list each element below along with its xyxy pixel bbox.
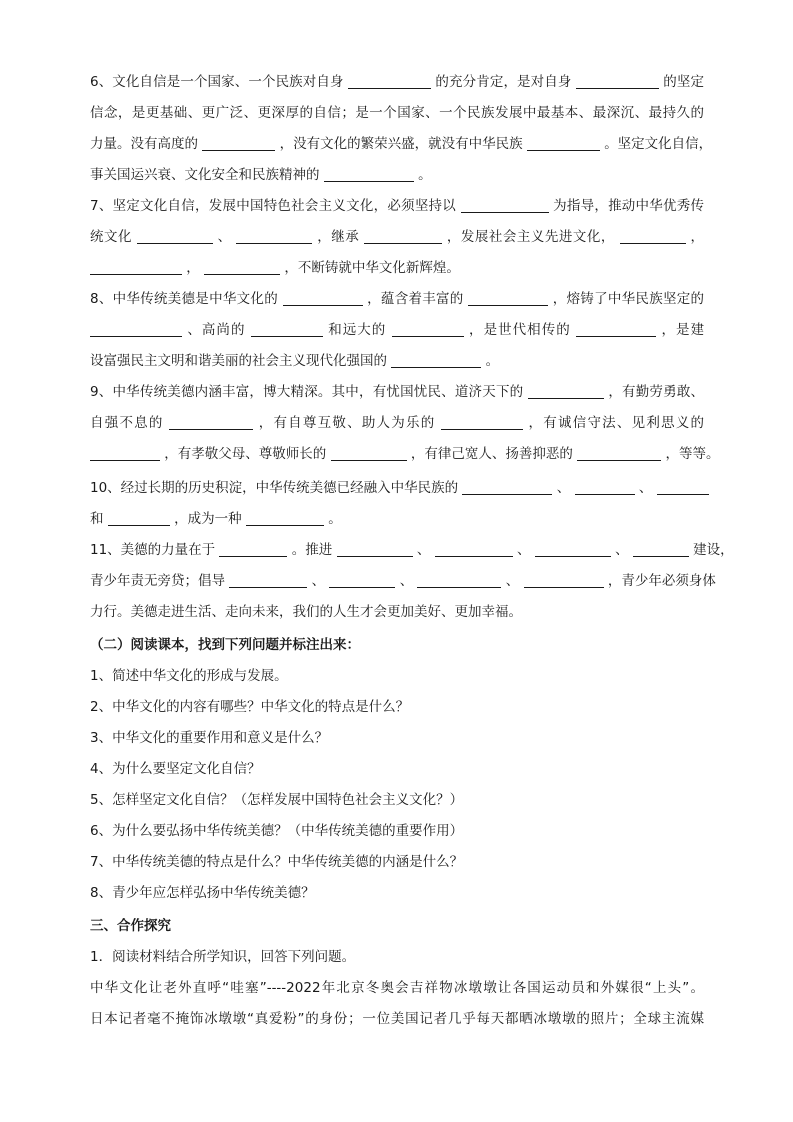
line-text: 的充分肯定，是对自身 [435,74,572,90]
text-line [90,728,704,748]
text-line [90,196,704,216]
fill-in-blank [524,573,604,588]
line-text: 5、怎样坚定文化自信？（怎样发展中国特色社会主义文化？） [90,792,464,808]
line-text: 、 [217,229,232,245]
line-text: ，有诚信守法、见利思义的 [528,415,705,431]
line-text: 。 [485,353,500,369]
fill-in-blank [236,229,312,244]
fill-in-blank [527,136,600,151]
fill-in-blank [229,573,307,588]
line-text: 事关国运兴衰、文化安全和民族精神的 [90,167,320,183]
text-line [90,509,704,529]
line-text: ，发展社会主义先进文化， [446,229,615,245]
text-line [90,883,704,903]
line-text: ， [186,260,200,276]
text-line [90,289,704,309]
text-line [90,540,734,560]
line-text: 、 [416,542,431,558]
text-line [90,320,704,340]
line-text: 4、为什么要坚定文化自信？ [90,761,261,777]
text-line [90,759,704,779]
fill-in-blank [535,542,611,557]
fill-in-blank [90,446,160,461]
fill-in-blank [169,415,253,430]
text-line [90,478,704,498]
line-text: 。 [418,167,432,183]
text-line [90,571,716,591]
text-line [90,852,704,872]
fill-in-blank [576,74,659,89]
line-text: 6、为什么要弘扬中华传统美德？（中华传统美德的重要作用） [90,823,464,839]
text-line [90,413,704,433]
fill-in-blank [575,480,635,495]
fill-in-blank [461,198,549,213]
fill-in-blank [108,511,170,526]
line-text: ，没有文化的繁荣兴盛，就没有中华民族 [279,136,523,152]
fill-in-blank [246,511,324,526]
line-text: 、 [638,480,653,496]
fill-in-blank [633,542,689,557]
line-text: ，等等。 [665,446,720,462]
line-text: 、 [505,573,520,589]
text-line [90,602,704,622]
text-line [90,666,704,686]
fill-in-blank [331,446,407,461]
fill-in-blank [251,322,323,337]
text-line [90,947,704,967]
fill-in-blank [348,74,431,89]
fill-in-blank [435,542,513,557]
line-text: 3、中华文化的重要作用和意义是什么？ [90,730,329,746]
line-text: ，蕴含着丰富的 [367,291,464,307]
line-text: 1．阅读材料结合所学知识，回答下列问题。 [90,949,356,965]
text-line [90,258,704,278]
line-text: 中华文化让老外直呼“哇塞”----2022年北京冬奥会吉祥物冰墩墩让各国运动员和外媒很“上头”。 [90,980,704,996]
line-text: 7、中华传统美德的特点是什么？中华传统美德的内涵是什么？ [90,854,464,870]
line-text: 、 [311,573,326,589]
line-text: 和远大的 [328,322,387,338]
fill-in-blank [657,480,709,495]
line-text: ，青少年必须身体 [607,573,716,589]
line-text: 青少年责无旁贷；倡导 [90,573,225,589]
line-text: ， [690,229,704,245]
line-text: 、 [516,542,531,558]
text-line [90,635,704,655]
fill-in-blank [576,322,656,337]
line-text: 自强不息的 [90,415,164,431]
text-line [90,697,704,717]
text-line [90,444,720,464]
line-text: ，有勤劳勇敢、 [608,384,705,400]
line-text: ，有律己宽人、扬善抑恶的 [410,446,573,462]
line-text: 力量。没有高度的 [90,136,198,152]
line-text: ，是世代相传的 [469,322,571,338]
fill-in-blank [417,573,501,588]
fill-in-blank [364,229,442,244]
fill-in-blank [620,229,686,244]
line-text: 为指导，推动中华优秀传 [553,198,704,214]
fill-in-blank [219,542,287,557]
fill-in-blank [392,322,464,337]
text-line [90,790,704,810]
line-text: ，有自尊互敬、助人为乐的 [258,415,436,431]
line-text: 10、经过长期的历史积淀，中华传统美德已经融入中华民族的 [90,480,459,496]
line-text: ，继承 [317,229,360,245]
fill-in-blank [283,291,363,306]
line-text: 、 [556,480,571,496]
text-line [90,1009,704,1029]
line-text: 6、文化自信是一个国家、一个民族对自身 [90,74,344,90]
text-line [90,382,704,402]
fill-in-blank [204,260,280,275]
line-text: 。 [328,511,342,527]
line-text: 日本记者毫不掩饰冰墩墩“真爱粉”的身份；一位美国记者几乎每天都晒冰墩墩的照片；全球主流媒 [90,1011,704,1027]
text-line [90,227,704,247]
line-text: 、 [615,542,629,558]
fill-in-blank [337,542,413,557]
fill-in-blank [528,384,604,399]
fill-in-blank [577,446,661,461]
text-line [90,165,704,185]
text-line [90,103,704,123]
line-text: 、 [399,573,414,589]
fill-in-blank [441,415,523,430]
text-line [90,72,704,92]
line-text: ，有孝敬父母、尊敬师长的 [164,446,327,462]
line-text: 力行。美德走进生活、走向未来，我们的人生才会更加美好、更加幸福。 [90,604,522,620]
line-text: ，成为一种 [174,511,242,527]
line-text: 和 [90,511,104,527]
line-text: 9、中华传统美德内涵丰富，博大精深。其中，有忧国忧民、道济天下的 [90,384,524,400]
text-line [90,134,713,154]
line-text: 信念，是更基础、更广泛、更深厚的自信；是一个国家、一个民族发展中最基本、最深沉、最持久的 [90,105,704,121]
fill-in-blank [391,353,481,368]
line-text: 7、坚定文化自信，发展中国特色社会主义文化，必须坚持以 [90,198,457,214]
line-text: 的坚定 [663,74,705,90]
line-text: 2、中华文化的内容有哪些？中华文化的特点是什么？ [90,699,410,715]
text-line [90,351,704,371]
line-text: 建设， [693,542,734,558]
fill-in-blank [137,229,213,244]
line-text: 11、美德的力量在于 [90,542,216,558]
line-text: ，是建 [661,322,705,338]
line-text: 1、简述中华文化的形成与发展。 [90,668,288,684]
line-text: ，不断铸就中华文化新辉煌。 [284,260,460,276]
fill-in-blank [90,322,182,337]
text-line [90,821,704,841]
line-text: 设富强民主文明和谐美丽的社会主义现代化强国的 [90,353,387,369]
line-text: （二）阅读课本，找到下列问题并标注出来： [90,637,360,653]
line-text: 三、合作探究 [90,918,171,934]
fill-in-blank [324,167,414,182]
text-line [90,916,704,936]
fill-in-blank [329,573,395,588]
line-text: 。推进 [291,542,333,558]
line-text: 8、青少年应怎样弘扬中华传统美德？ [90,885,315,901]
fill-in-blank [202,136,275,151]
fill-in-blank [468,291,548,306]
fill-in-blank [462,480,552,495]
fill-in-blank [90,260,182,275]
line-text: ，熔铸了中华民族坚定的 [552,291,705,307]
line-text: 统文化 [90,229,133,245]
line-text: 、高尚的 [187,322,246,338]
line-text: 。坚定文化自信， [604,136,713,152]
text-line [90,978,704,998]
line-text: 8、中华传统美德是中华文化的 [90,291,278,307]
